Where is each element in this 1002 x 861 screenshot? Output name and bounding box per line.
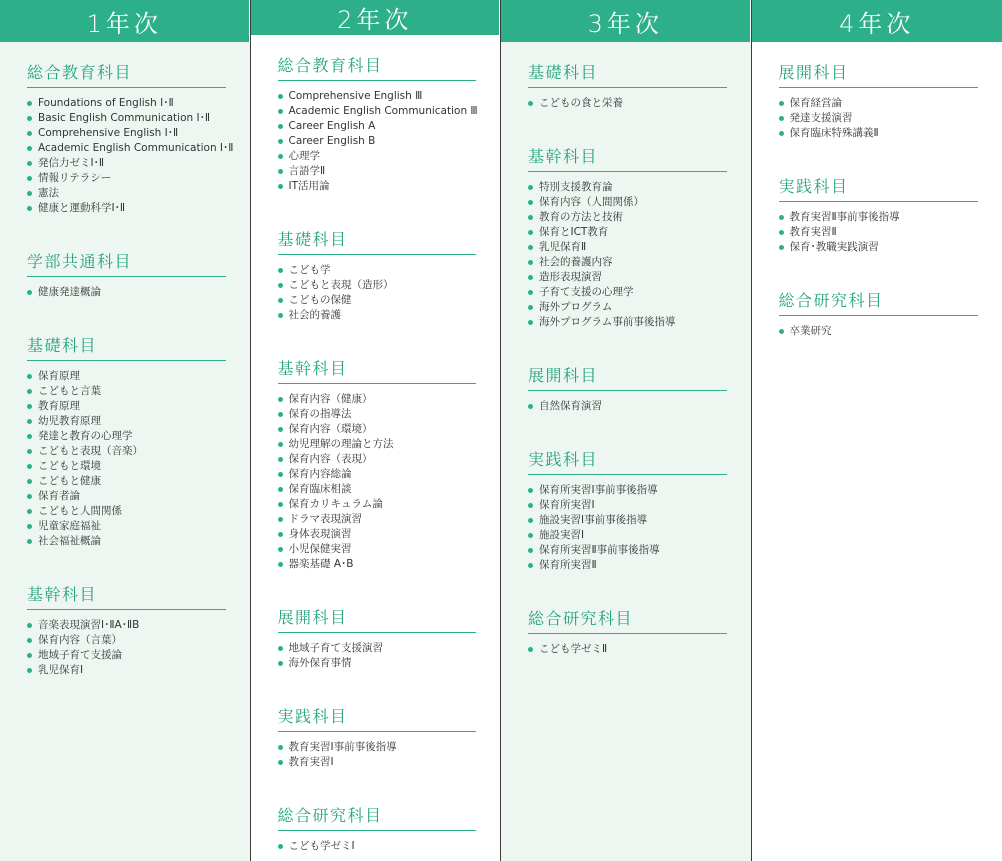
course-item: 発達と教育の心理学: [27, 429, 226, 444]
course-section: [528, 60, 727, 111]
course-item: 保育経営論: [779, 96, 979, 111]
course-item: 発達支援演習: [779, 111, 979, 126]
section-title: 展開科目: [278, 605, 477, 633]
course-list: [27, 618, 226, 678]
course-item: Academic English Communication Ⅰ･Ⅱ: [27, 141, 226, 156]
course-section: [278, 704, 477, 770]
course-item: 教育実習Ⅱ: [779, 225, 979, 240]
course-item: 言語学Ⅱ: [278, 164, 477, 179]
section-title: 基幹科目: [528, 144, 727, 172]
course-item: 教育実習Ⅰ事前事後指導: [278, 740, 477, 755]
course-item: Career English B: [278, 134, 477, 149]
course-list: [27, 369, 226, 549]
course-section: [528, 144, 727, 330]
course-item: 保育所実習Ⅱ: [528, 558, 727, 573]
section-title: 実践科目: [278, 704, 477, 732]
course-list: [278, 839, 477, 854]
course-item: 施設実習Ⅰ事前事後指導: [528, 513, 727, 528]
course-item: 小児保健実習: [278, 542, 477, 557]
course-list: [278, 740, 477, 770]
course-item: ドラマ表現演習: [278, 512, 477, 527]
course-section: [779, 60, 979, 141]
course-item: こども学ゼミⅠ: [278, 839, 477, 854]
year-header: 1年次: [0, 0, 250, 42]
course-item: 心理学: [278, 149, 477, 164]
course-list: [779, 324, 979, 339]
year-column-3: [501, 0, 752, 861]
section-title: 学部共通科目: [27, 249, 226, 277]
course-list: [27, 285, 226, 300]
course-item: 海外保育事情: [278, 656, 477, 671]
course-item: 幼児教育原理: [27, 414, 226, 429]
course-list: [528, 642, 727, 657]
course-section: [278, 356, 477, 572]
section-title: 総合研究科目: [779, 288, 979, 316]
course-item: IT活用論: [278, 179, 477, 194]
course-item: 子育て支援の心理学: [528, 285, 727, 300]
course-section: [528, 447, 727, 573]
section-title: 総合教育科目: [278, 53, 477, 81]
course-item: Foundations of English Ⅰ･Ⅱ: [27, 96, 226, 111]
course-item: 海外プログラム: [528, 300, 727, 315]
course-item: 保育所実習Ⅰ: [528, 498, 727, 513]
course-list: [779, 96, 979, 141]
course-list: [278, 263, 477, 323]
course-item: 保育所実習Ⅱ事前事後指導: [528, 543, 727, 558]
course-section: [27, 60, 234, 216]
course-item: 保育者論: [27, 489, 226, 504]
course-item: 憲法: [27, 186, 226, 201]
course-section: [278, 605, 477, 671]
course-section: [528, 363, 727, 414]
year-body: [752, 42, 1002, 861]
course-list: [278, 392, 477, 572]
section-title: 基礎科目: [528, 60, 727, 88]
course-list: [528, 96, 727, 111]
course-item: 社会的養護: [278, 308, 477, 323]
course-item: こどもと健康: [27, 474, 226, 489]
course-item: 乳児保育Ⅰ: [27, 663, 226, 678]
course-item: こどもと人間関係: [27, 504, 226, 519]
section-title: 基幹科目: [278, 356, 477, 384]
course-item: 卒業研究: [779, 324, 979, 339]
course-item: Basic English Communication Ⅰ･Ⅱ: [27, 111, 226, 126]
year-column-2: [251, 0, 502, 861]
course-item: 保育･教職実践演習: [779, 240, 979, 255]
section-title: 総合研究科目: [528, 606, 727, 634]
course-item: 地域子育て支援演習: [278, 641, 477, 656]
course-item: 保育内容（環境）: [278, 422, 477, 437]
course-item: 教育原理: [27, 399, 226, 414]
section-title: 展開科目: [528, 363, 727, 391]
year-header: 2年次: [251, 0, 501, 35]
course-item: 幼児理解の理論と方法: [278, 437, 477, 452]
course-section: [278, 227, 477, 323]
course-section: [278, 53, 477, 194]
course-item: こどもと言葉: [27, 384, 226, 399]
course-section: [779, 174, 979, 255]
course-item: こども学ゼミⅡ: [528, 642, 727, 657]
course-item: こどもの食と栄養: [528, 96, 727, 111]
course-item: こどもと表現（音楽）: [27, 444, 226, 459]
year-header: 3年次: [501, 0, 751, 42]
year-column-4: [752, 0, 1002, 861]
course-section: [528, 606, 727, 657]
course-list: [528, 399, 727, 414]
course-item: 保育内容（言葉）: [27, 633, 226, 648]
course-item: 音楽表現演習Ⅰ･ⅡA･ⅡB: [27, 618, 226, 633]
course-item: 児童家庭福祉: [27, 519, 226, 534]
section-title: 総合教育科目: [27, 60, 226, 88]
course-item: Comprehensive English Ⅲ: [278, 89, 477, 104]
course-item: 保育臨床相談: [278, 482, 477, 497]
course-item: 乳児保育Ⅱ: [528, 240, 727, 255]
course-item: 保育原理: [27, 369, 226, 384]
course-item: 保育とICT教育: [528, 225, 727, 240]
course-item: 地域子育て支援論: [27, 648, 226, 663]
course-item: 健康発達概論: [27, 285, 226, 300]
course-item: 保育臨床特殊講義Ⅱ: [779, 126, 979, 141]
course-item: 保育カリキュラム論: [278, 497, 477, 512]
course-item: 保育内容総論: [278, 467, 477, 482]
course-list: [278, 641, 477, 671]
year-header: 4年次: [752, 0, 1002, 42]
course-item: 保育内容（表現）: [278, 452, 477, 467]
course-item: Academic English Communication Ⅲ: [278, 104, 477, 119]
course-item: 造形表現演習: [528, 270, 727, 285]
course-list: [528, 483, 727, 573]
course-list: [27, 96, 234, 216]
course-section: [779, 288, 979, 339]
course-item: こどもの保健: [278, 293, 477, 308]
section-title: 基幹科目: [27, 582, 226, 610]
year-body: [501, 42, 751, 861]
course-section: [27, 333, 226, 549]
section-title: 基礎科目: [278, 227, 477, 255]
course-item: 発信力ゼミⅠ･Ⅱ: [27, 156, 226, 171]
course-item: こどもと環境: [27, 459, 226, 474]
section-title: 総合研究科目: [278, 803, 477, 831]
course-item: 情報リテラシー: [27, 171, 226, 186]
course-item: 保育内容（健康）: [278, 392, 477, 407]
section-title: 基礎科目: [27, 333, 226, 361]
course-item: 社会福祉概論: [27, 534, 226, 549]
section-title: 実践科目: [528, 447, 727, 475]
course-item: こども学: [278, 263, 477, 278]
course-section: [27, 582, 226, 678]
course-list: [278, 89, 477, 194]
course-item: Career English A: [278, 119, 477, 134]
course-list: [528, 180, 727, 330]
course-list: [779, 210, 979, 255]
course-section: [27, 249, 226, 300]
course-item: こどもと表現（造形）: [278, 278, 477, 293]
course-item: 器楽基礎 A･B: [278, 557, 477, 572]
course-item: Comprehensive English Ⅰ･Ⅱ: [27, 126, 226, 141]
course-item: 保育の指導法: [278, 407, 477, 422]
course-item: 身体表現演習: [278, 527, 477, 542]
course-item: 社会的養護内容: [528, 255, 727, 270]
year-body: [0, 42, 250, 861]
course-item: 保育内容（人間関係）: [528, 195, 727, 210]
section-title: 展開科目: [779, 60, 979, 88]
year-column-1: [0, 0, 251, 861]
course-item: 自然保育演習: [528, 399, 727, 414]
course-item: 施設実習Ⅰ: [528, 528, 727, 543]
course-item: 教育実習Ⅱ事前事後指導: [779, 210, 979, 225]
year-body: [251, 35, 501, 861]
course-item: 教育実習Ⅰ: [278, 755, 477, 770]
course-item: 海外プログラム事前事後指導: [528, 315, 727, 330]
section-title: 実践科目: [779, 174, 979, 202]
course-item: 教育の方法と技術: [528, 210, 727, 225]
course-item: 健康と運動科学Ⅰ･Ⅱ: [27, 201, 226, 216]
course-section: [278, 803, 477, 854]
course-item: 保育所実習Ⅰ事前事後指導: [528, 483, 727, 498]
course-item: 特別支援教育論: [528, 180, 727, 195]
